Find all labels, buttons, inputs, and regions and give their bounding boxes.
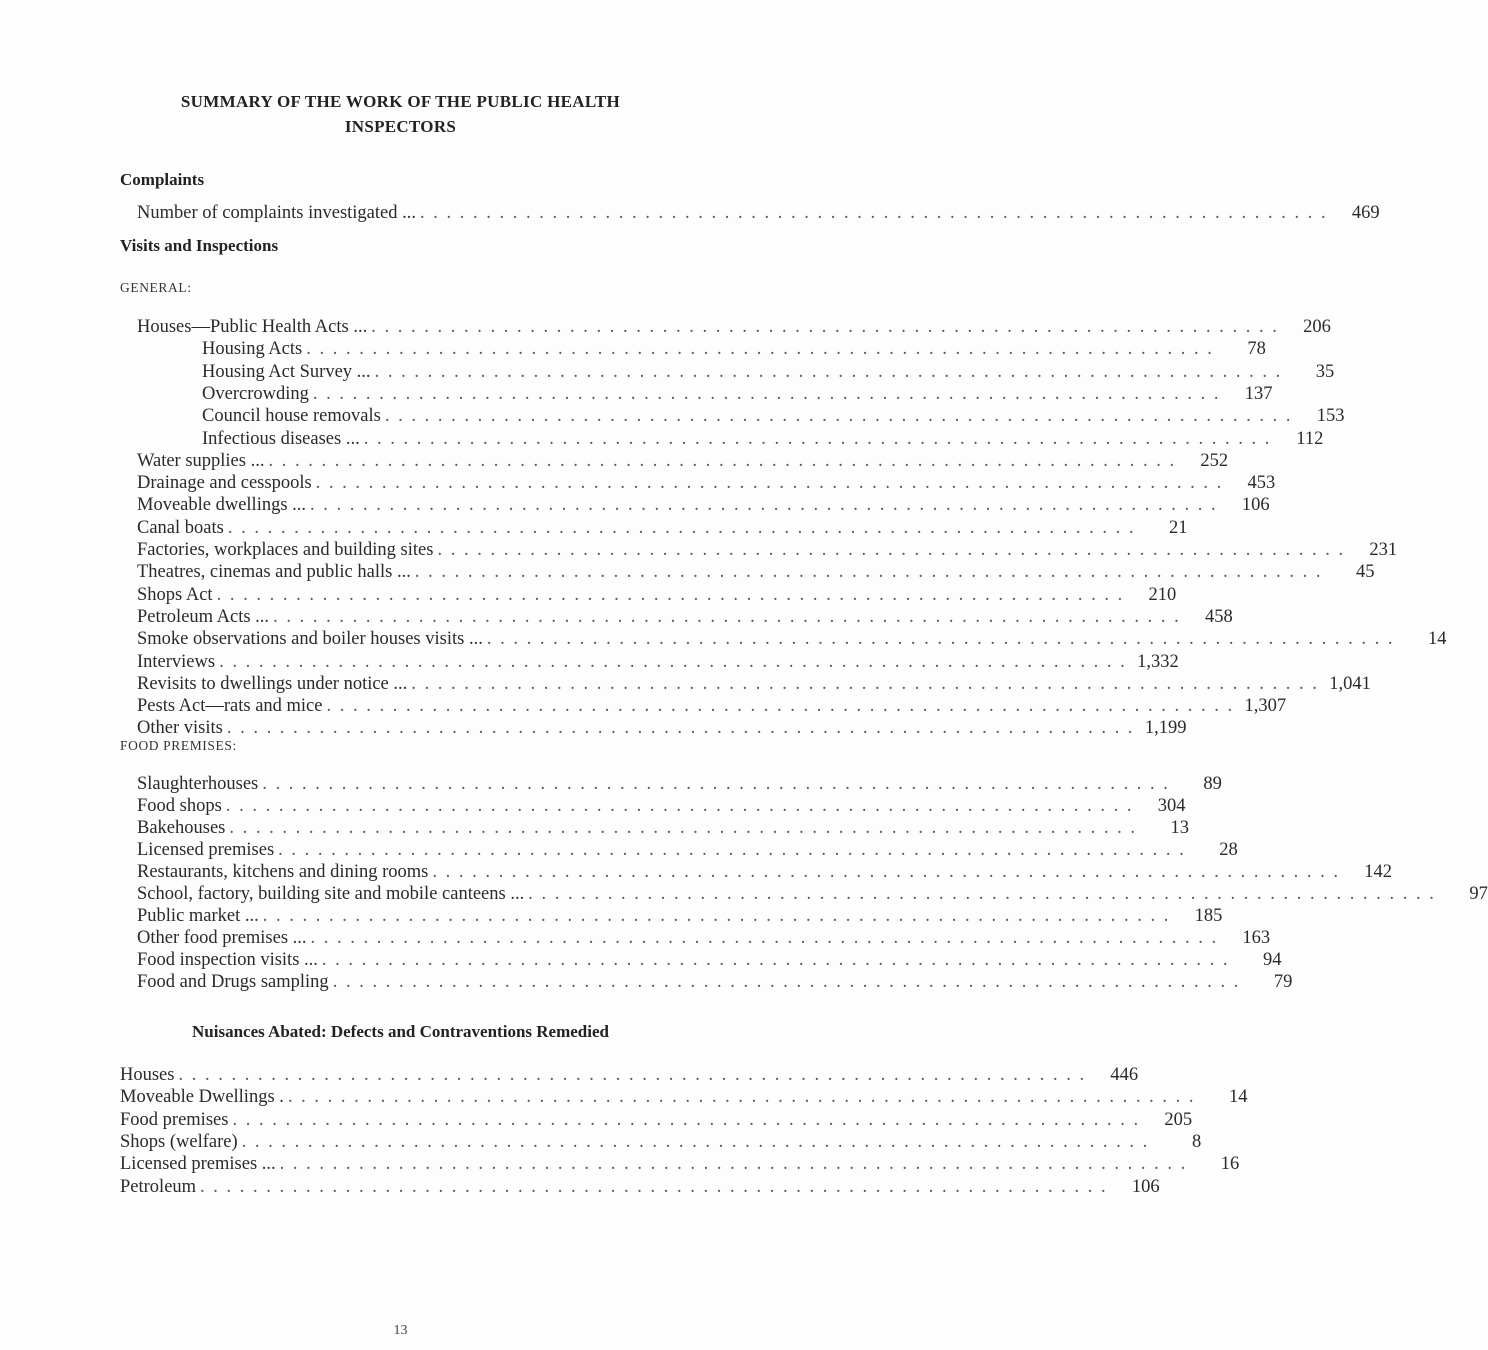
item-value: 142	[1364, 862, 1392, 882]
item-value: 210	[1148, 584, 1177, 605]
item-label: Houses—Public Health Acts ...	[137, 317, 368, 337]
list-item	[137, 651, 1179, 674]
leader-dots: . . . . . . . . . . . . . . . . . . . . . . . . . . . . . . . . . . . . . . . . . . . . . . . . . . . . . . . . . . . . . . . . . . . . .	[384, 406, 1293, 427]
item-value: 79	[1273, 972, 1293, 992]
item-label: Council house removals	[202, 406, 381, 427]
list-item	[137, 862, 1392, 884]
list-item	[137, 774, 1222, 796]
item-label: Drainage and cesspools	[137, 473, 312, 494]
item-value: 205	[1164, 1109, 1193, 1130]
list-item	[202, 361, 1335, 384]
item-value: 45	[1355, 562, 1375, 583]
item-label: Public market ...	[137, 906, 259, 926]
list-item	[137, 450, 1229, 473]
item-label: Factories, workplaces and building sites	[137, 540, 434, 560]
leader-dots: . . . . . . . . . . . . . . . . . . . . . . . . . . . . . . . . . . . . . . . . . . . . . . . . . . . . . . . . . . . . . . . . . . . . .	[332, 972, 1241, 992]
item-value: 458	[1204, 606, 1233, 627]
item-label: Slaughterhouses	[137, 774, 259, 794]
item-value: 106	[1131, 1176, 1160, 1197]
item-label: Petroleum Acts ...	[137, 606, 270, 627]
item-value: 1,332	[1137, 651, 1179, 672]
list-item	[202, 383, 1273, 406]
list-item	[137, 584, 1177, 607]
list-item	[137, 906, 1223, 928]
item-label: Petroleum	[120, 1176, 197, 1197]
leader-dots: . . . . . . . . . . . . . . . . . . . . . . . . . . . . . . . . . . . . . . . . . . . . . . . . . . . . . . . . . . . . . . . . . . . . .	[200, 1176, 1108, 1197]
leader-dots: . . . . . . . . . . . . . . . . . . . . . . . . . . . . . . . . . . . . . . . . . . . . . . . . . . . . . . . . . . . . . . . . . . . . .	[225, 796, 1134, 816]
item-label: Licensed premises ...	[120, 1154, 276, 1175]
item-label: Canal boats	[137, 517, 224, 538]
leader-dots: . . . . . . . . . . . . . . . . . . . . . . . . . . . . . . . . . . . . . . . . . . . . . . . . . . . . . . . . . . . . . . . . . . . . .	[262, 774, 1170, 794]
leader-dots: . . . . . . . . . . . . . . . . . . . . . . . . . . . . . . . . . . . . . . . . . . . . . . . . . . . . . . . . . . . . . . . . . . . . .	[287, 1087, 1196, 1108]
list-item	[120, 1154, 1240, 1176]
item-label: Infectious diseases ...	[202, 428, 360, 449]
leader-dots: . . . . . . . . . . . . . . . . . . . . . . . . . . . . . . . . . . . . . . . . . . . . . . . . . . . . . . . . . . . . . . . . . . . . .	[437, 540, 1346, 560]
item-label: Shops (welfare)	[120, 1131, 238, 1152]
leader-dots: . . . . . . . . . . . . . . . . . . . . . . . . . . . . . . . . . . . . . . . . . . . . . . . . . . . . . . . . . . . . . . . . . . . . .	[216, 584, 1125, 605]
item-label: Moveable Dwellings .	[120, 1087, 284, 1108]
leader-dots: . . . . . . . . . . . . . . . . . . . . . . . . . . . . . . . . . . . . . . . . . . . . . . . . . . . . . . . . . . . . . . . . . . . . .	[273, 606, 1181, 627]
leader-dots: . . . . . . . . . . . . . . . . . . . . . . . . . . . . . . . . . . . . . . . . . . . . . . . . . . . . . . . . . . . . . . . . . . . . .	[241, 1131, 1150, 1152]
list-item	[120, 1131, 1202, 1154]
list-item	[137, 972, 1293, 994]
item-label: Theatres, cinemas and public halls ...	[137, 562, 411, 583]
item-value: 153	[1316, 406, 1345, 427]
item-label: Housing Act Survey ...	[202, 361, 371, 382]
list-item	[202, 406, 1345, 428]
general-subheading: GENERAL:	[120, 280, 192, 295]
item-value: 14	[1229, 1087, 1248, 1108]
item-label: Food premises	[120, 1109, 229, 1130]
item-value: 16	[1220, 1154, 1240, 1175]
visits-heading: Visits and Inspections	[120, 236, 279, 255]
item-label: Housing Acts	[202, 339, 303, 360]
leader-dots: . . . . . . . . . . . . . . . . . . . . . . . . . . . . . . . . . . . . . . . . . . . . . . . . . . . . . . . . . . . . . . . . . . . . .	[232, 1109, 1141, 1130]
leader-dots: . . . . . . . . . . . . . . . . . . . . . . . . . . . . . . . . . . . . . . . . . . . . . . . . . . . . . . . . . . . . . . . . . . . . .	[326, 696, 1235, 717]
item-value: 252	[1200, 450, 1229, 471]
item-value: 112	[1296, 428, 1324, 449]
list-item	[137, 517, 1188, 540]
leader-dots: . . . . . . . . . . . . . . . . . . . . . . . . . . . . . . . . . . . . . . . . . . . . . . . . . . . . . . . . . . . . . . . . . . . . .	[374, 361, 1283, 382]
item-label: Moveable dwellings ...	[137, 495, 307, 516]
item-value: 35	[1315, 361, 1335, 382]
leader-dots: . . . . . . . . . . . . . . . . . . . . . . . . . . . . . . . . . . . . . . . . . . . . . . . . . . . . . . . . . . . . . . . . . . . . .	[486, 629, 1395, 650]
leader-dots: . . . . . . . . . . . . . . . . . . . . . . . . . . . . . . . . . . . . . . . . . . . . . . . . . . . . . . . . . . . . . . . . . . . . .	[321, 950, 1230, 970]
leader-dots: . . . . . . . . . . . . . . . . . . . . . . . . . . . . . . . . . . . . . . . . . . . . . . . . . . . . . . . . . . . . . . . . . . . . .	[262, 906, 1171, 926]
complaints-heading: Complaints	[120, 170, 205, 189]
leader-dots: . . . . . . . . . . . . . . . . . . . . . . . . . . . . . . . . . . . . . . . . . . . . . . . . . . . . . . . . . . . . . . . . . . . . .	[178, 1065, 1087, 1085]
item-value: 106	[1241, 495, 1270, 516]
leader-dots: . . . . . . . . . . . . . . . . . . . . . . . . . . . . . . . . . . . . . . . . . . . . . . . . . . . . . . . . . . . . . . . . . . . . .	[310, 928, 1219, 948]
list-item	[202, 428, 1324, 451]
item-label: Number of complaints investigated ...	[137, 203, 416, 223]
leader-dots: . . . . . . . . . . . . . . . . . . . . . . . . . . . . . . . . . . . . . . . . . . . . . . . . . . . . . . . . . . . . . . . . . . . . .	[315, 473, 1224, 494]
leader-dots: . . . . . . . . . . . . . . . . . . . . . . . . . . . . . . . . . . . . . . . . . . . . . . . . . . . . . . . . . . . . . . . . . . . . .	[363, 428, 1272, 449]
item-value: 304	[1157, 796, 1186, 816]
list-item	[137, 950, 1282, 972]
item-label: Licensed premises	[137, 840, 275, 860]
item-value: 89	[1203, 774, 1222, 794]
list-item	[137, 629, 1447, 651]
leader-dots: . . . . . . . . . . . . . . . . . . . . . . . . . . . . . . . . . . . . . . . . . . . . . . . . . . . . . . . . . . . . . . . . . . . . .	[432, 862, 1340, 882]
item-label: Water supplies ...	[137, 450, 265, 471]
list-item	[137, 884, 1488, 906]
leader-dots: . . . . . . . . . . . . . . . . . . . . . . . . . . . . . . . . . . . . . . . . . . . . . . . . . . . . . . . . . . . . . . . . . . . . .	[414, 562, 1323, 583]
item-label: Other food premises ...	[137, 928, 307, 948]
leader-dots: . . . . . . . . . . . . . . . . . . . . . . . . . . . . . . . . . . . . . . . . . . . . . . . . . . . . . . . . . . . . . . . . . . . . .	[278, 840, 1186, 860]
list-item	[137, 473, 1276, 495]
item-label: Food and Drugs sampling	[137, 972, 329, 992]
item-value: 163	[1242, 928, 1271, 948]
item-label: Revisits to dwellings under notice ...	[137, 673, 408, 694]
leader-dots: . . . . . . . . . . . . . . . . . . . . . . . . . . . . . . . . . . . . . . . . . . . . . . . . . . . . . . . . . . . . . . . . . . . . .	[371, 317, 1279, 337]
item-value: 28	[1219, 840, 1238, 860]
item-label: School, factory, building site and mobile canteens ...	[137, 884, 525, 904]
leader-dots: . . . . . . . . . . . . . . . . . . . . . . . . . . . . . . . . . . . . . . . . . . . . . . . . . . . . . . . . . . . . . . . . . . . . .	[419, 203, 1328, 223]
item-label: Other visits	[137, 718, 223, 739]
list-item	[137, 203, 1380, 225]
item-label: Food inspection visits ...	[137, 950, 318, 970]
list-item	[137, 606, 1233, 629]
item-value: 231	[1369, 540, 1398, 560]
item-value: 94	[1263, 950, 1282, 970]
list-item	[137, 796, 1186, 818]
item-value: 21	[1168, 517, 1188, 538]
item-value: 14	[1427, 629, 1447, 650]
nuisances-heading: Nuisances Abated: Defects and Contraventions Remedied	[192, 1022, 609, 1041]
page-number: 13	[393, 1323, 408, 1338]
item-label: Bakehouses	[137, 818, 226, 838]
item-label: Restaurants, kitchens and dining rooms	[137, 862, 429, 882]
leader-dots: . . . . . . . . . . . . . . . . . . . . . . . . . . . . . . . . . . . . . . . . . . . . . . . . . . . . . . . . . . . . . . . . . . . . .	[226, 718, 1135, 739]
item-value: 185	[1194, 906, 1223, 926]
leader-dots: . . . . . . . . . . . . . . . . . . . . . . . . . . . . . . . . . . . . . . . . . . . . . . . . . . . . . . . . . . . . . . . . . . . . .	[268, 450, 1177, 471]
food-premises-subheading: FOOD PREMISES:	[120, 738, 237, 753]
item-value: 78	[1247, 339, 1266, 360]
item-value: 469	[1351, 203, 1380, 223]
list-item	[137, 673, 1371, 696]
item-label: Overcrowding	[202, 383, 309, 404]
list-item	[137, 540, 1398, 562]
item-value: 453	[1247, 473, 1276, 494]
item-value: 1,307	[1244, 696, 1287, 717]
item-value: 446	[1110, 1065, 1139, 1085]
list-item	[120, 1087, 1248, 1109]
list-item	[137, 317, 1331, 339]
page-title: SUMMARY OF THE WORK OF THE PUBLIC HEALTH	[180, 92, 621, 111]
leader-dots: . . . . . . . . . . . . . . . . . . . . . . . . . . . . . . . . . . . . . . . . . . . . . . . . . . . . . . . . . . . . . . . . . . . . .	[312, 383, 1221, 404]
item-label: Food shops	[137, 796, 222, 816]
item-value: 8	[1192, 1131, 1202, 1152]
list-item	[120, 1176, 1160, 1199]
leader-dots: . . . . . . . . . . . . . . . . . . . . . . . . . . . . . . . . . . . . . . . . . . . . . . . . . . . . . . . . . . . . . . . . . . . . .	[310, 495, 1218, 516]
leader-dots: . . . . . . . . . . . . . . . . . . . . . . . . . . . . . . . . . . . . . . . . . . . . . . . . . . . . . . . . . . . . . . . . . . . . .	[411, 673, 1319, 694]
leader-dots: . . . . . . . . . . . . . . . . . . . . . . . . . . . . . . . . . . . . . . . . . . . . . . . . . . . . . . . . . . . . . . . . . . . . .	[227, 517, 1136, 538]
leader-dots: . . . . . . . . . . . . . . . . . . . . . . . . . . . . . . . . . . . . . . . . . . . . . . . . . . . . . . . . . . . . . . . . . . . . .	[306, 339, 1214, 360]
item-value: 97	[1469, 884, 1488, 904]
item-label: Interviews	[137, 651, 216, 672]
item-value: 137	[1244, 383, 1273, 404]
leader-dots: . . . . . . . . . . . . . . . . . . . . . . . . . . . . . . . . . . . . . . . . . . . . . . . . . . . . . . . . . . . . . . . . . . . . .	[219, 651, 1127, 672]
item-value: 206	[1303, 317, 1331, 337]
list-item	[120, 1065, 1139, 1087]
item-label: Pests Act—rats and mice	[137, 696, 323, 717]
leader-dots: . . . . . . . . . . . . . . . . . . . . . . . . . . . . . . . . . . . . . . . . . . . . . . . . . . . . . . . . . . . . . . . . . . . . .	[528, 884, 1436, 904]
list-item	[202, 339, 1266, 361]
list-item	[137, 840, 1238, 862]
page-title-continued: INSPECTORS	[344, 117, 457, 136]
list-item	[137, 928, 1271, 950]
list-item	[120, 1109, 1193, 1132]
item-value: 13	[1170, 818, 1189, 838]
leader-dots: . . . . . . . . . . . . . . . . . . . . . . . . . . . . . . . . . . . . . . . . . . . . . . . . . . . . . . . . . . . . . . . . . . . . .	[279, 1154, 1188, 1175]
list-item	[137, 495, 1270, 517]
item-value: 1,199	[1144, 718, 1187, 739]
list-item	[137, 696, 1287, 718]
item-label: Shops Act	[137, 584, 213, 605]
leader-dots: . . . . . . . . . . . . . . . . . . . . . . . . . . . . . . . . . . . . . . . . . . . . . . . . . . . . . . . . . . . . . . . . . . . . .	[229, 818, 1137, 838]
list-item	[137, 818, 1189, 840]
item-label: Smoke observations and boiler houses visits ...	[137, 629, 483, 650]
item-value: 1,041	[1329, 673, 1371, 694]
list-item	[137, 562, 1375, 584]
item-label: Houses	[120, 1065, 175, 1085]
